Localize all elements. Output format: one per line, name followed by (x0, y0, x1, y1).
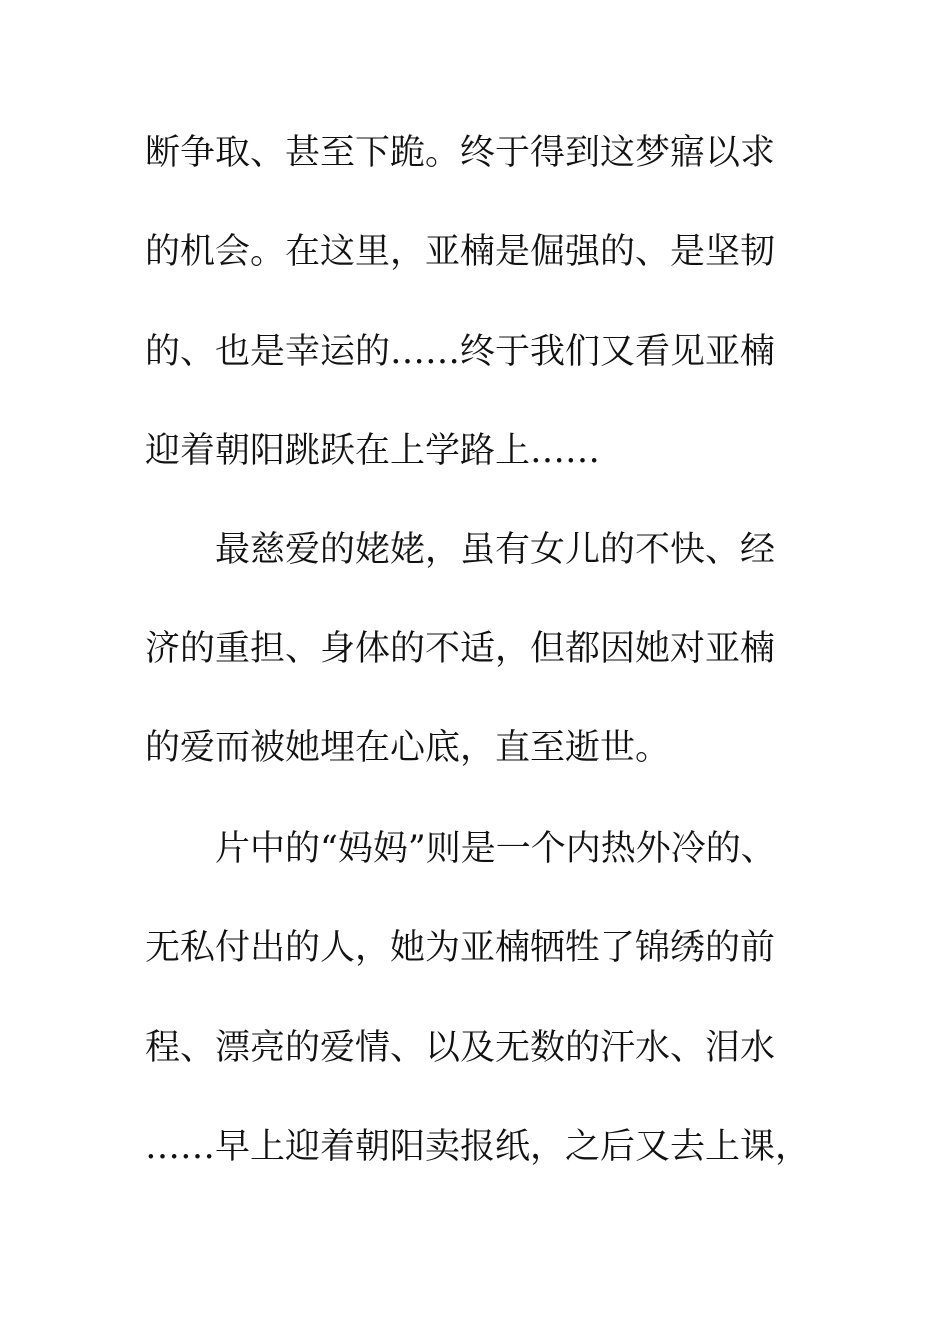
text-line: 的机会。在这里，亚楠是倔强的、是坚韧 (145, 232, 776, 272)
text-line: 的爱而被她埋在心底，直至逝世。 (145, 728, 671, 768)
text-line: 无私付出的人，她为亚楠牺牲了锦绣的前 (145, 928, 776, 968)
paragraph-first-line: 最慈爱的姥姥，虽有女儿的不快、经 (215, 530, 776, 570)
paragraph-first-line: 片中的“妈妈”则是一个内热外冷的、 (215, 829, 776, 869)
text-line: 的、也是幸运的……终于我们又看见亚楠 (145, 332, 776, 372)
text-line: 迎着朝阳跳跃在上学路上…… (145, 431, 601, 471)
text-line: 程、漂亮的爱情、以及无数的汗水、泪水 (145, 1028, 776, 1068)
text-line: 断争取、甚至下跪。终于得到这梦寤以求 (145, 133, 776, 173)
text-line: ……早上迎着朝阳卖报纸，之后又去上课， (145, 1127, 811, 1167)
text-line: 济的重担、身体的不适，但都因她对亚楠 (145, 629, 776, 669)
